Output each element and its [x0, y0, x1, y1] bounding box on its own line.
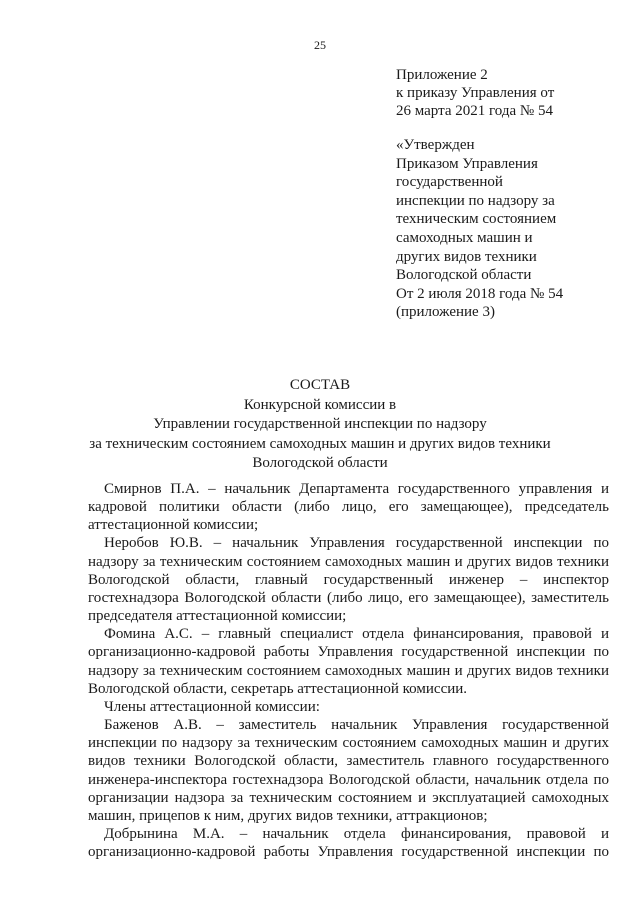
approval-line: (приложение 3) — [396, 304, 495, 321]
member-paragraph: Смирнов П.А. – начальник Департамента государственного управления и кадровой политики области (либо лицо, его замещающее), председатель аттестационной комиссии; — [88, 481, 609, 534]
approval-line: самоходных машин и — [396, 229, 533, 246]
heading-title: СОСТАВ — [289, 377, 351, 393]
member-paragraph: Добрынина М.А. – начальник отдела финансирования, правовой и организационно-кадровой работы Управления государственной инспекции по — [88, 825, 609, 861]
member-paragraph: Баженов А.В. – заместитель начальник Управления государственной инспекции по надзору за техническим состоянием самоходных машин и других видов техники Вологодской области, заместитель главного государственного инженера-инспектора гостехнадзора Вологодской области, начальник отдела по организации надзора за техническим состоянием и эксплуатацией самоходных машин, прицепов к ним, других видов техники, аттракционов; — [88, 717, 609, 824]
heading-line: за техническим состоянием самоходных машин и других видов техники — [89, 435, 551, 452]
appendix-line: к приказу Управления от — [396, 85, 555, 101]
approval-line: Вологодской области — [396, 267, 532, 284]
approval-line: техническим состоянием — [396, 211, 557, 228]
commission-members-list — [88, 480, 609, 861]
document-heading — [0, 376, 640, 474]
appendix-line: Приложение 2 — [396, 67, 488, 83]
heading-line: Вологодской области — [252, 455, 388, 471]
approval-line: «Утвержден — [396, 137, 475, 153]
members-subheading: Члены аттестационной комиссии: — [104, 698, 320, 715]
page-number: 25 — [314, 38, 326, 52]
approval-line: инспекции по надзору за — [396, 192, 555, 209]
heading-line: Управлении государственной инспекции по надзору — [153, 416, 487, 432]
member-paragraph: Фомина А.С. – главный специалист отдела финансирования, правовой и организационно-кадровой работы Управления государственной инспекции по надзору за техническим состоянием самоходных машин и других видов техники Вологодской области, секретарь аттестационной комиссии. — [88, 626, 609, 697]
approval-line: других видов техники — [396, 248, 537, 265]
approval-line: От 2 июля 2018 года № 54 — [396, 285, 564, 302]
approval-stamp-block — [396, 136, 621, 322]
appendix-line: 26 марта 2021 года № 54 — [396, 103, 553, 119]
approval-line: Приказом Управления — [396, 155, 538, 172]
appendix-block — [396, 66, 621, 120]
member-paragraph: Неробов Ю.В. – начальник Управления государственной инспекции по надзору за техническим состоянием самоходных машин и других видов техники Вологодской области, главный государственный инженер – инспектор гостехнадзора Вологодской области (либо лицо, его замещающее), заместитель председателя аттестационной комиссии; — [88, 535, 609, 625]
heading-line: Конкурсной комиссии в — [243, 396, 397, 413]
approval-line: государственной — [396, 174, 503, 191]
